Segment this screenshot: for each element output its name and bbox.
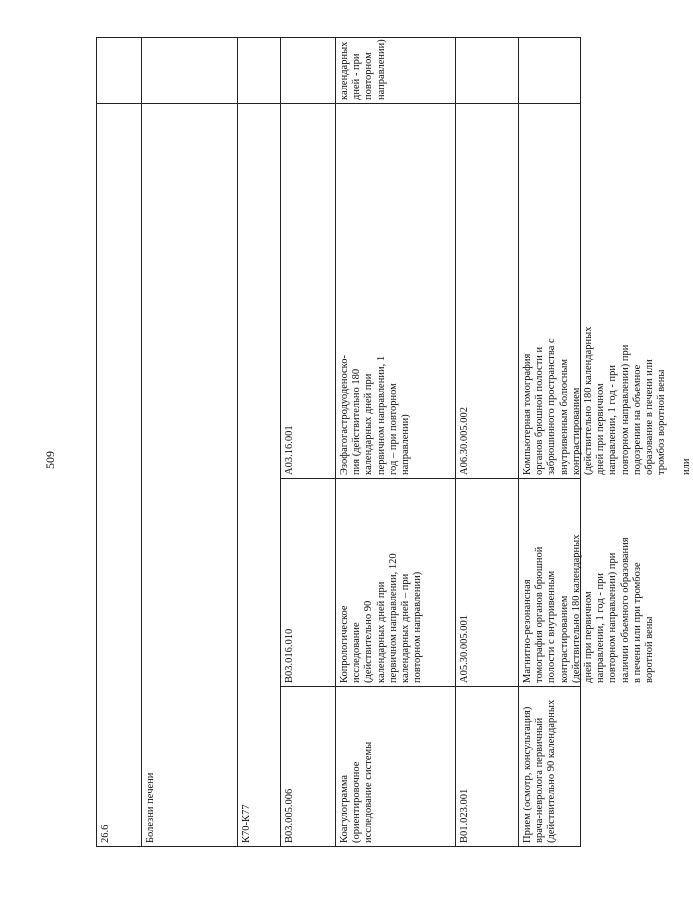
grid-col-5	[455, 37, 456, 847]
service-code: A05.30.005.001	[459, 615, 470, 683]
service-code: B01.023.001	[459, 788, 470, 843]
grid-row-sub2-c5	[280, 686, 455, 687]
grid-row-sub1-c7	[455, 478, 581, 479]
service-code: A06.30.005.002	[459, 407, 470, 475]
page-number: 509	[42, 451, 57, 469]
service-code: B03.005.006	[284, 788, 295, 843]
service-code: B03.016.010	[284, 628, 295, 683]
grid-col-1	[141, 37, 142, 847]
grid-row-carry	[96, 103, 581, 104]
grid-row-sub2-c7	[455, 686, 581, 687]
table-wrapper	[96, 37, 692, 847]
grid-col-4	[335, 37, 336, 847]
service-name: Коагулограмма (ориентировочное исследование системы	[339, 741, 375, 843]
grid-col-3	[280, 37, 281, 847]
row-number: 26.6	[100, 824, 111, 843]
icd-codes: К70-К77	[241, 804, 252, 843]
table-border-top	[96, 37, 97, 847]
table-border-left	[96, 846, 581, 847]
service-name: Копрологическое исследование (действительно 90 календарных дней при первичном направлении, 120 календарных дней – при повторном направлении)	[339, 553, 424, 683]
service-name: Магнитно-резонансная томография органов брюшной полости с внутривенным контрастированием (действительно 180 календарных дней при первичном направлении, 1 год - при повторном направлении) при наличии объемного образования в печени или при тромбозе воротной вены	[522, 534, 656, 683]
service-name: Прием (осмотр, консультация) врача-невролога первичный (действительно 90 календарных	[522, 699, 558, 843]
carry-over-service-name: календарных дней - при повторном направлении)	[339, 39, 387, 100]
grid-col-2	[237, 37, 238, 847]
grid-row-sub1-c5	[280, 478, 455, 479]
services-table	[96, 37, 692, 847]
service-code: A03.16.001	[284, 425, 295, 475]
service-name: Компьютерная томография органов брюшной полости и забрюшинного пространства с внутривенным болюсным контрастированием (действительно 180 календарных дней при первичном направлении, 1 год - при повторном направлении) при подозрении на объемное образование в печени или тромбоз воротной вены или	[522, 326, 692, 475]
table-border-right	[96, 37, 581, 38]
disease-name: Болезни печени	[145, 772, 156, 843]
service-name: Эзофагогастродуоденоско- пия (действительно 180 календарных дней при первичном направлении, 1 год – при повторном направлении)	[339, 355, 412, 475]
grid-col-6	[518, 37, 519, 847]
